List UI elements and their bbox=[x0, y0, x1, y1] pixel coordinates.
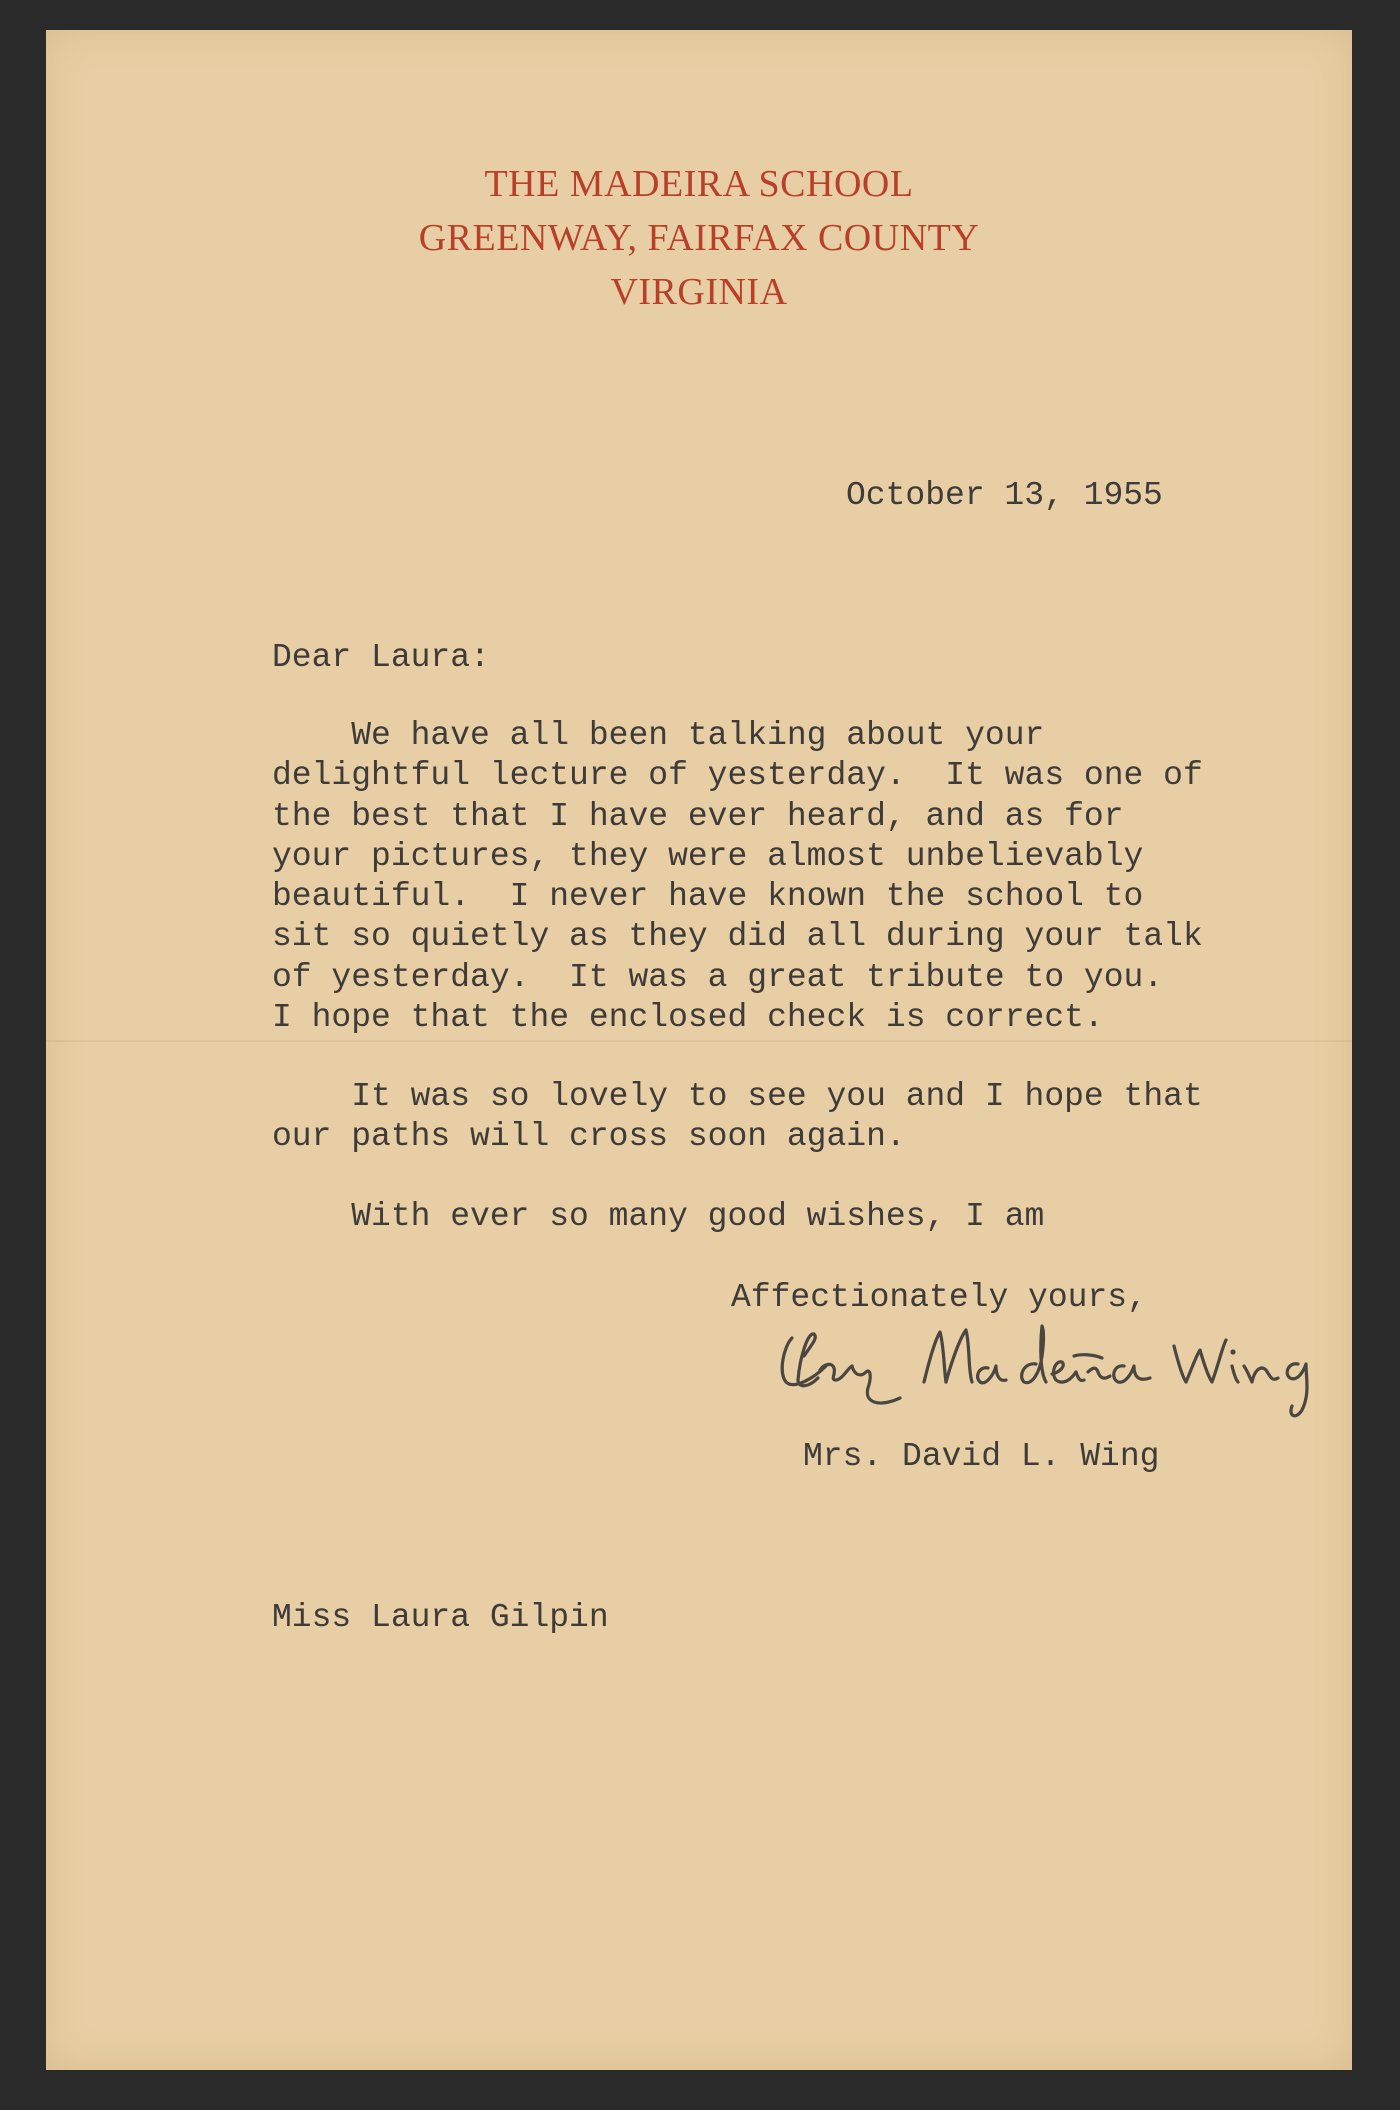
body-paragraph-3 bbox=[272, 1197, 1044, 1237]
letterhead-location: GREENWAY, FAIRFAX COUNTY bbox=[418, 217, 980, 259]
recipient-name: Miss Laura Gilpin bbox=[272, 1599, 609, 1636]
body-line: With ever so many good wishes, I am bbox=[272, 1198, 1045, 1235]
body-paragraph-1 bbox=[272, 716, 1203, 1038]
body-line: of yesterday. It was a great tribute to you. bbox=[272, 958, 1164, 996]
body-line: sit so quietly as they did all during your talk bbox=[272, 918, 1203, 956]
letterhead bbox=[46, 157, 1352, 319]
letter-page bbox=[46, 30, 1352, 2070]
letterhead-school-name: THE MADEIRA SCHOOL bbox=[484, 163, 914, 205]
paper-fold-line bbox=[46, 1040, 1352, 1042]
signer-name: Mrs. David L. Wing bbox=[803, 1438, 1160, 1475]
salutation: Dear Laura: bbox=[272, 639, 490, 676]
body-line: your pictures, they were almost unbelievably bbox=[272, 837, 1144, 875]
handwritten-signature bbox=[774, 1316, 1352, 1426]
body-line: I hope that the enclosed check is correct. bbox=[272, 999, 1104, 1037]
body-line: the best that I have ever heard, and as for bbox=[272, 797, 1124, 835]
body-line: We have all been talking about your bbox=[272, 717, 1045, 754]
complimentary-close: Affectionately yours, bbox=[731, 1279, 1147, 1316]
body-line: beautiful. I never have known the school to bbox=[272, 878, 1144, 916]
body-line: our paths will cross soon again. bbox=[272, 1118, 906, 1156]
body-line: It was so lovely to see you and I hope that bbox=[272, 1078, 1203, 1115]
letter-date: October 13, 1955 bbox=[846, 477, 1163, 514]
body-paragraph-2 bbox=[272, 1077, 1203, 1158]
letterhead-state: VIRGINIA bbox=[610, 271, 788, 313]
body-line: delightful lecture of yesterday. It was one of bbox=[272, 757, 1203, 795]
